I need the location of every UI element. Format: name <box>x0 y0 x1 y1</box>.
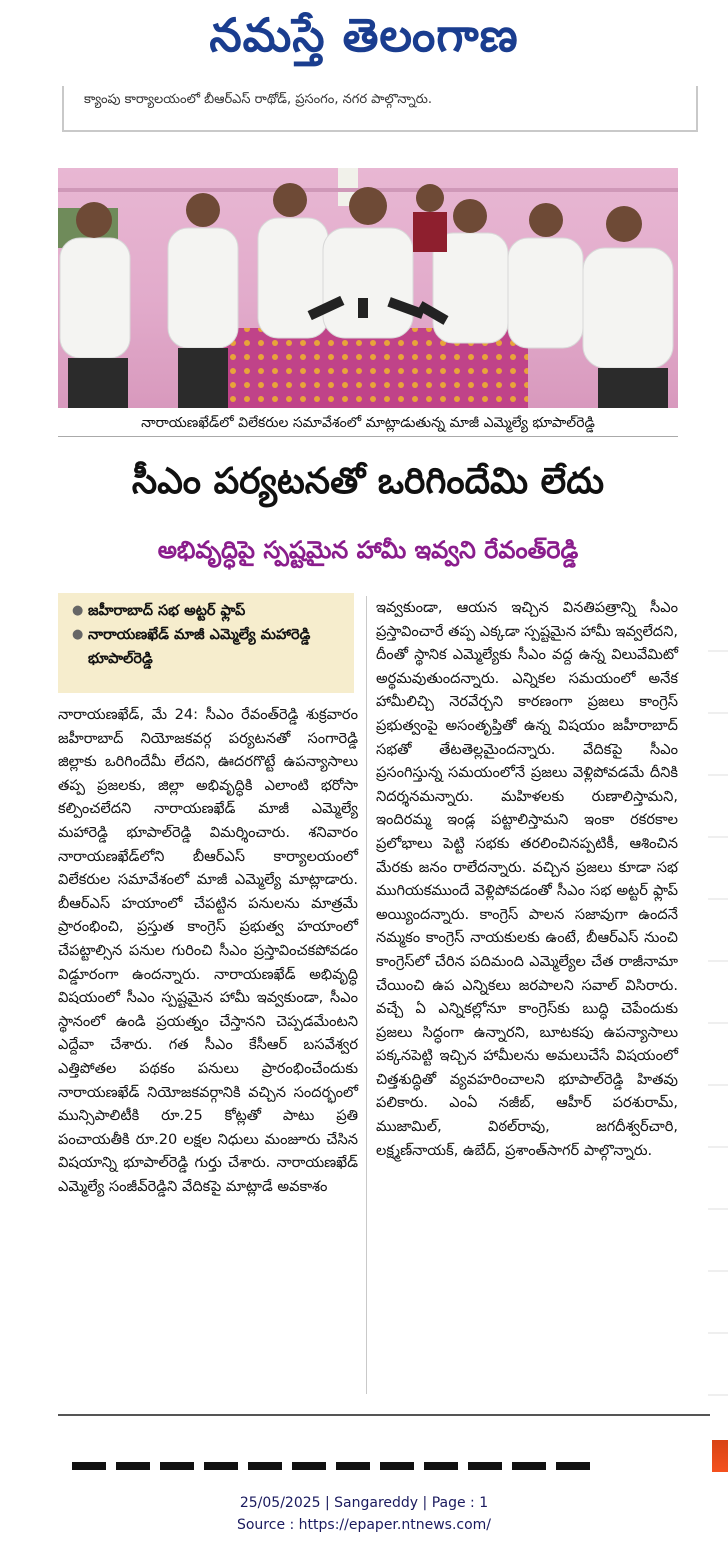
page-footer <box>0 1492 728 1536</box>
column-divider <box>366 596 367 1394</box>
press-meet-photo <box>58 168 678 408</box>
previous-article-text: క్యాంపు కార్యాలయంలో బీఆర్ఎస్ రాథోడ్, ప్రసంగం, నగర పాల్గొన్నారు. <box>84 92 433 107</box>
highlight-item <box>72 623 344 671</box>
highlight-item <box>72 599 344 623</box>
bullet-icon: ● <box>72 603 84 618</box>
article-column-left <box>58 703 358 1393</box>
masthead <box>0 0 728 82</box>
article-body-right: ఇవ్వకుండా, ఆయన ఇచ్చిన వినతిపత్రాన్ని సీఎం ప్రస్తావించారే తప్ప ఎక్కడా స్పష్టమైన హామీ ఇవ్వలేదని, దీంతో స్థానిక ఎమ్మెల్యేకు సీఎం వద్ద ఉన్న విలువేమిటో అర్థమవుతుందన్నారు. ఎన్నికల సమయంలో అనేక హామీలిచ్చి నెరవేర్చని కారణంగా ప్రజలు కాంగ్రెస్ ప్రభుత్వంపై అసంతృప్తితో ఉన్న విషయం జహీరాబాద్ సభతో తేటతెల్లమైందన్నారు. వేదికపై సీఎం ప్రసంగిస్తున్న సమయంలోనే ప్రజలు వెళ్లిపోవడమే దీనికి నిదర్శనమన్నారు. మహిళలకు రుణాలిస్తామని, ఇందిరమ్మ ఇండ్ల పట్టాలిస్తామని ఇంకా రకరకాల ప్రలోభాలు పెట్టి సభకు తరలించినప్పటికీ, ఆశించిన మేరకు జనం రాలేదన్నారు. వచ్చిన ప్రజలు కూడా సభ ముగియకముందే వెళ్లిపోవడంతో సీఎం సభ అట్టర్ ఫ్లాప్ అయ్యిందన్నారు. కాంగ్రెస్ పాలన సజావుగా ఉందనే నమ్మకం కాంగ్రెస్ నాయకులకు ఉంటే, బీఆర్ఎస్ నుంచి కాంగ్రెస్‌లో చేరిన పదిమంది ఎమ్మెల్యేల చేత రాజీనామా చేయించి ఉప ఎన్నికలు జరపాలని సవాల్ విసిరారు. వచ్చే ఏ ఎన్నికల్లోనూ కాంగ్రెస్‌కు బుద్ధి చెపేందుకు ప్రజలు సిద్ధంగా ఉన్నారని, బూటకపు ఉపన్యాసాలు పక్కనపెట్టి ఇచ్చిన హామీలను అమలుచేసే విషయంలో చిత్తశుద్ధితో వ్యవహరించాలని భూపాల్‌రెడ్డి హితవు పలికారు. ఎంఏ నజీబ్, ఆహీర్ పరశురామ్, ముజామిల్, విఠల్‌రావు, జగదీశ్వర్‌చారి, లక్ష్మణ్‌నాయక్, ఉబేద్, ప్రశాంత్‌సాగర్ పాల్గొన్నారు. <box>376 599 678 1159</box>
previous-article-strip <box>62 86 698 132</box>
article-bottom-rule <box>58 1414 710 1416</box>
footer-date-edition: 25/05/2025 | Sangareddy | Page : 1 <box>239 1495 489 1511</box>
side-accent-mark <box>712 1440 728 1472</box>
photo-caption: నారాయణఖేడ్‌లో విలేకరుల సమావేశంలో మాట్లాడుతున్న మాజీ ఎమ్మెల్యే భూపాల్‌రెడ్డి <box>58 410 678 437</box>
article-subheadline: అభివృద్ధిపై స్పష్టమైన హామీ ఇవ్వని రేవంత్‌రెడ్డి <box>157 536 579 564</box>
article-body-left: నారాయణఖేడ్, మే 24: సీఎం రేవంత్‌రెడ్డి శుక్రవారం జహీరాబాద్ నియోజకవర్గ పర్యటనతో సంగారెడ్డి జిల్లాకు ఒరిగిందేమీ లేదని, ఊదరగొట్టే ఉపన్యాసాలు తప్ప ప్రజలకు, జిల్లా అభివృద్ధికి ఎలాంటి భరోసా కల్పించలేదని నారాయణఖేడ్ మాజీ ఎమ్మెల్యే మహారెడ్డి భూపాల్‌రెడ్డి విమర్శించారు. శనివారం నారాయణఖేడ్‌లోని బీఆర్‌ఎస్ కార్యాలయంలో విలేకరుల సమావేశంలో మాజీ ఎమ్మెల్యే మాట్లాడారు. బీఆర్‌ఎస్ హయాంలో చేపట్టిన పనులను మాత్రమే ప్రారంభించి, ప్రస్తుత కాంగ్రెస్ ప్రభుత్వ హయాంలో చేపట్టాల్సిన పనుల గురించి సీఎం ప్రస్తావించకపోవడం విడ్డూరంగా ఉందన్నారు. నారాయణఖేడ్ అభివృద్ధి విషయంలో సీఎం స్పష్టమైన హామీ ఇవ్వకుండా, సీఎం స్థానంలో ఉండి ప్రయత్నం చేస్తానని చెప్పడమేంటని ఎద్దేవా చేశారు. గత సీఎం కేసీఆర్ బసవేశ్వర ఎత్తిపోతల పథకం పనులు ప్రారంభించేందుకు నారాయణఖేడ్ నియోజకవర్గానికి వచ్చిన సందర్భంలో మున్సిపాలిటీకి రూ.25 కోట్లతో పాటు ప్రతి పంచాయతీకి రూ.20 లక్షల నిధులు మంజూరు చేసిన విషయాన్ని భూపాల్‌రెడ్డి గుర్తు చేశారు. నారాయణఖేడ్ ఎమ్మెల్యే సంజీవ్‌రెడ్డిని వేదికపై మాట్లాడే అవకాశం <box>58 706 358 1195</box>
newspaper-title: నమస్తే తెలంగాణ <box>209 8 519 62</box>
next-article-strip <box>62 1440 622 1470</box>
bullet-icon: ● <box>72 627 84 642</box>
article-column-right <box>376 596 678 1396</box>
article-headline: సీఎం పర్యటనతో ఒరిగిందేమి లేదు <box>131 461 605 502</box>
highlight-text: నారాయణఖేడ్ మాజీ ఎమ్మెల్యే మహారెడ్డి భూపాల్‌రెడ్డి <box>88 627 311 667</box>
adjacent-page-edge <box>708 590 728 1420</box>
footer-source: Source : https://epaper.ntnews.com/ <box>236 1517 492 1533</box>
highlight-text: జహీరాబాద్ సభ అట్టర్ ఫ్లాప్ <box>88 603 246 619</box>
highlights-box <box>58 593 354 693</box>
next-article-headline-fragment <box>72 1462 592 1470</box>
press-meet-illustration <box>58 168 678 408</box>
